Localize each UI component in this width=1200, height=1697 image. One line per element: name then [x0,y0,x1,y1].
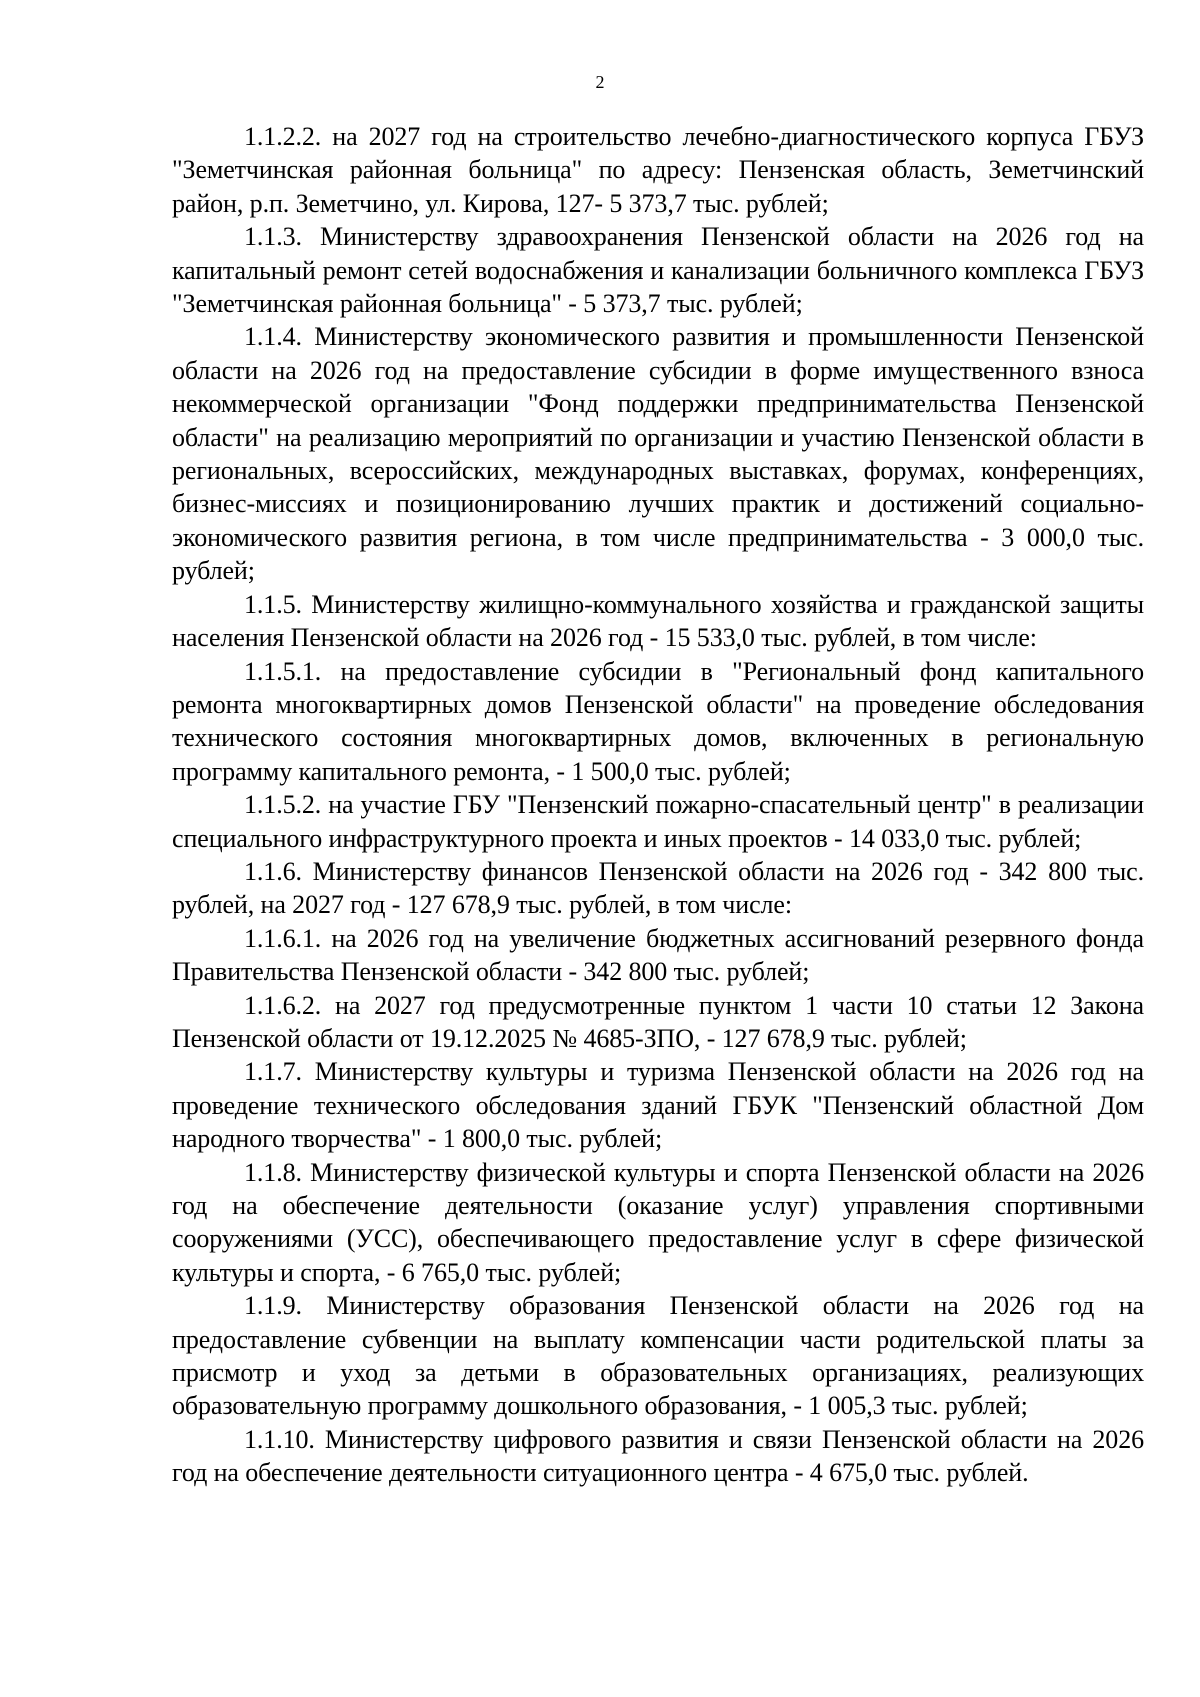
paragraph-1-1-4: 1.1.4. Министерству экономического развития и промышленности Пензенской области на 2026 год на предоставление субсидии в форме имущественного взноса некоммерческой организации "Фонд поддержки предпринимательства Пензенской области" на реализацию мероприятий по организации и участию Пензенской области в региональных, всероссийских, международных выставках, форумах, конференциях, бизнес-миссиях и позиционированию лучших практик и достижений социально-экономического развития региона, в том числе предпринимательства - 3 000,0 тыс. рублей; [172,322,1144,586]
page-number: 2 [595,72,605,92]
paragraph-1-1-5-2: 1.1.5.2. на участие ГБУ "Пензенский пожарно-спасательный центр" в реализации специального инфраструктурного проекта и иных проектов - 14 033,0 тыс. рублей; [172,790,1144,853]
paragraph-1-1-7: 1.1.7. Министерству культуры и туризма Пензенской области на 2026 год на проведение технического обследования зданий ГБУК "Пензенский областной Дом народного творчества" - 1 800,0 тыс. рублей; [172,1057,1144,1154]
paragraph-1-1-8: 1.1.8. Министерству физической культуры и спорта Пензенской области на 2026 год на обеспечение деятельности (оказание услуг) управления спортивными сооружениями (УСС), обеспечивающего предоставление услуг в сфере физической культуры и спорта, - 6 765,0 тыс. рублей; [172,1157,1144,1287]
paragraph-1-1-10: 1.1.10. Министерству цифрового развития и связи Пензенской области на 2026 год на обеспечение деятельности ситуационного центра - 4 675,0 тыс. рублей. [172,1424,1144,1488]
paragraph-1-1-5: 1.1.5. Министерству жилищно-коммунального хозяйства и гражданской защиты населения Пензенской области на 2026 год - 15 533,0 тыс. рублей, в том числе: [172,589,1144,653]
document-body [172,120,1144,1490]
paragraph-1-1-6-1: 1.1.6.1. на 2026 год на увеличение бюджетных ассигнований резервного фонда Правительства Пензенской области - 342 800 тыс. рублей; [172,923,1144,987]
paragraph-1-1-6-2: 1.1.6.2. на 2027 год предусмотренные пунктом 1 части 10 статьи 12 Закона Пензенской области от 19.12.2025 № 4685-ЗПО, - 127 678,9 тыс. рублей; [172,990,1144,1053]
paragraph-1-1-3: 1.1.3. Министерству здравоохранения Пензенской области на 2026 год на капитальный ремонт сетей водоснабжения и канализации больничного комплекса ГБУЗ "Земетчинская районная больница" - 5 373,7 тыс. рублей; [172,222,1144,319]
paragraph-1-1-5-1: 1.1.5.1. на предоставление субсидии в "Региональный фонд капитального ремонта многоквартирных домов Пензенской области" на проведение обследования технического состояния многоквартирных домов, включенных в региональную программу капитального ремонта, - 1 500,0 тыс. рублей; [172,656,1144,786]
paragraph-1-1-2-2: 1.1.2.2. на 2027 год на строительство лечебно-диагностического корпуса ГБУЗ "Земетчинская районная больница" по адресу: Пензенская область, Земетчинский район, р.п. Земетчино, ул. Кирова, 127- 5 373,7 тыс. рублей; [172,122,1144,218]
paragraph-1-1-9: 1.1.9. Министерству образования Пензенской области на 2026 год на предоставление субвенции на выплату компенсации части родительской платы за присмотр и уход за детьми в образовательных организациях, реализующих образовательную программу дошкольного образования, - 1 005,3 тыс. рублей; [172,1291,1144,1421]
paragraph-1-1-6: 1.1.6. Министерству финансов Пензенской области на 2026 год - 342 800 тыс. рублей, на 2027 год - 127 678,9 тыс. рублей, в том числе: [172,856,1144,920]
